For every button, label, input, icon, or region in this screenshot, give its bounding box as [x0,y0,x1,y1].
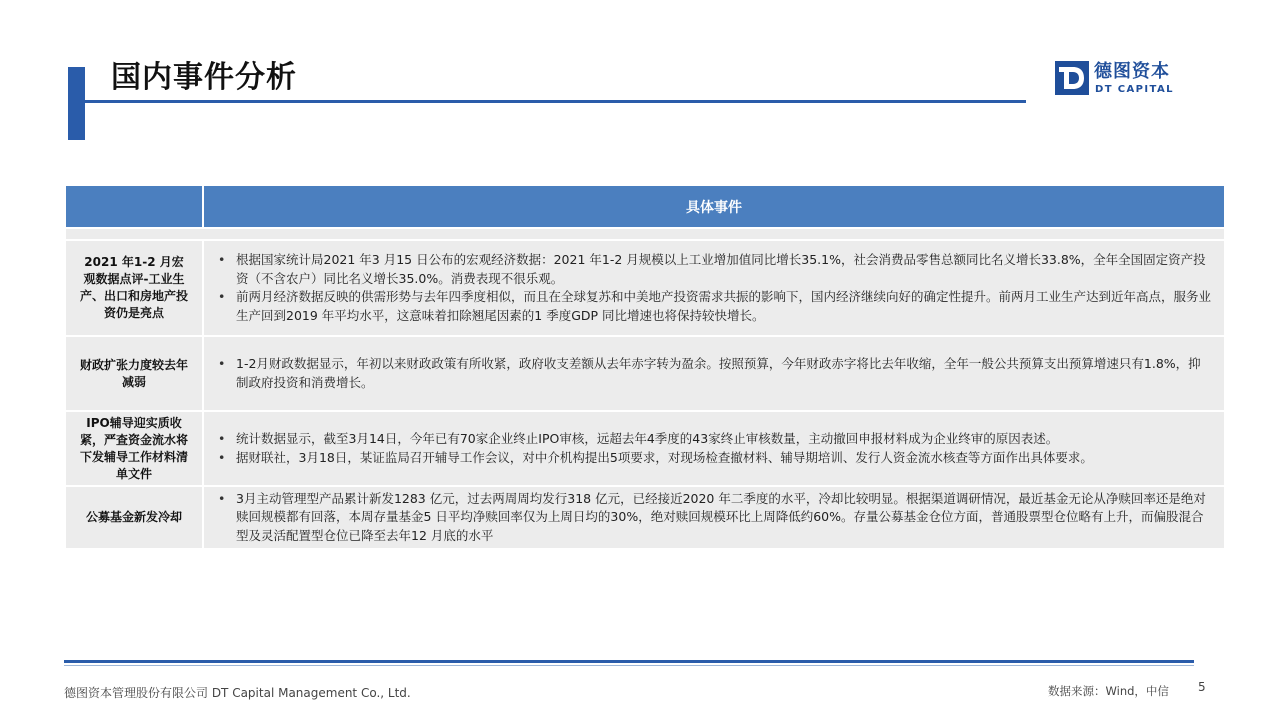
table-row [66,411,1224,486]
footer-rule [64,660,1194,663]
row-category: 2021 年1-2 月宏观数据点评-工业生产、出口和房地产投资仍是亮点 [66,240,203,336]
table-spacer [66,228,1224,240]
table-row [66,486,1224,548]
table-row [66,336,1224,411]
dt-capital-logo-icon [1055,61,1089,95]
bullet-item: • 据财联社，3月18日，某证监局召开辅导工作会议，对中介机构提出5项要求，对现场检查撤材料、辅导期培训、发行人资金流水核查等方面作出具体要求。 [236,449,1212,468]
table-header-row [66,186,1224,228]
bullet-item: • 3月主动管理型产品累计新发1283 亿元，过去两周周均发行318 亿元，已经接近2020 年二季度的水平，冷却比较明显。根据渠道调研情况，最近基金无论从净赎回率还是绝对赎回规模都有回落，本周存量基金5 日平均净赎回率仅为上周日均的30%，绝对赎回规模环比上周降低约60%。存量公募基金仓位方面，普通股票型仓位略有上升，而偏股混合型及灵活配置型仓位已降至去年12 月底的水平 [236,490,1212,546]
footer-source: 数据来源：Wind，中信 [1048,684,1169,698]
page-title: 国内事件分析 [111,60,297,95]
bullet-list [204,355,1224,392]
row-category: IPO辅导迎实质收紧，严查资金流水将下发辅导工作材料清单文件 [66,411,203,486]
table-header-events: 具体事件 [203,186,1224,228]
title-underline [85,100,1026,103]
row-body [203,411,1224,486]
bullet-item: • 根据国家统计局2021 年3 月15 日公布的宏观经济数据：2021 年1-2 月规模以上工业增加值同比增长35.1%，社会消费品零售总额同比名义增长33.8%，全年全国固定资产投资（不含农户）同比名义增长35.0%。消费表现不很乐观。 [236,251,1212,288]
title-accent-bar [68,67,85,140]
row-body [203,240,1224,336]
page-number: 5 [1198,680,1206,694]
row-body [203,336,1224,411]
table-header-blank [66,186,203,228]
logo-name-en: DT CAPITAL [1095,84,1174,95]
table-row [66,240,1224,336]
bullet-list [204,490,1224,546]
events-table [66,186,1224,548]
row-body [203,486,1224,548]
row-category: 公募基金新发冷却 [66,486,203,548]
row-category: 财政扩张力度较去年减弱 [66,336,203,411]
company-logo [1055,61,1185,99]
bullet-item: • 统计数据显示，截至3月14日，今年已有70家企业终止IPO审核，远超去年4季度的43家终止审核数量，主动撤回申报材料成为企业终审的原因表述。 [236,430,1212,449]
bullet-item: • 前两月经济数据反映的供需形势与去年四季度相似，而且在全球复苏和中美地产投资需求共振的影响下，国内经济继续向好的确定性提升。前两月工业生产达到近年高点，服务业生产回到2019 年平均水平，这意味着扣除翘尾因素的1 季度GDP 同比增速也将保持较快增长。 [236,288,1212,325]
footer-rule-thin [64,665,1194,666]
logo-name-cn: 德图资本 [1094,61,1170,82]
bullet-item: • 1-2月财政数据显示，年初以来财政政策有所收紧，政府收支差额从去年赤字转为盈余。按照预算，今年财政赤字将比去年收缩，全年一般公共预算支出预算增速只有1.8%，抑制政府投资和消费增长。 [236,355,1212,392]
footer-company: 德图资本管理股份有限公司 DT Capital Management Co., Ltd. [64,686,411,700]
bullet-list [204,251,1224,325]
bullet-list [204,430,1224,467]
